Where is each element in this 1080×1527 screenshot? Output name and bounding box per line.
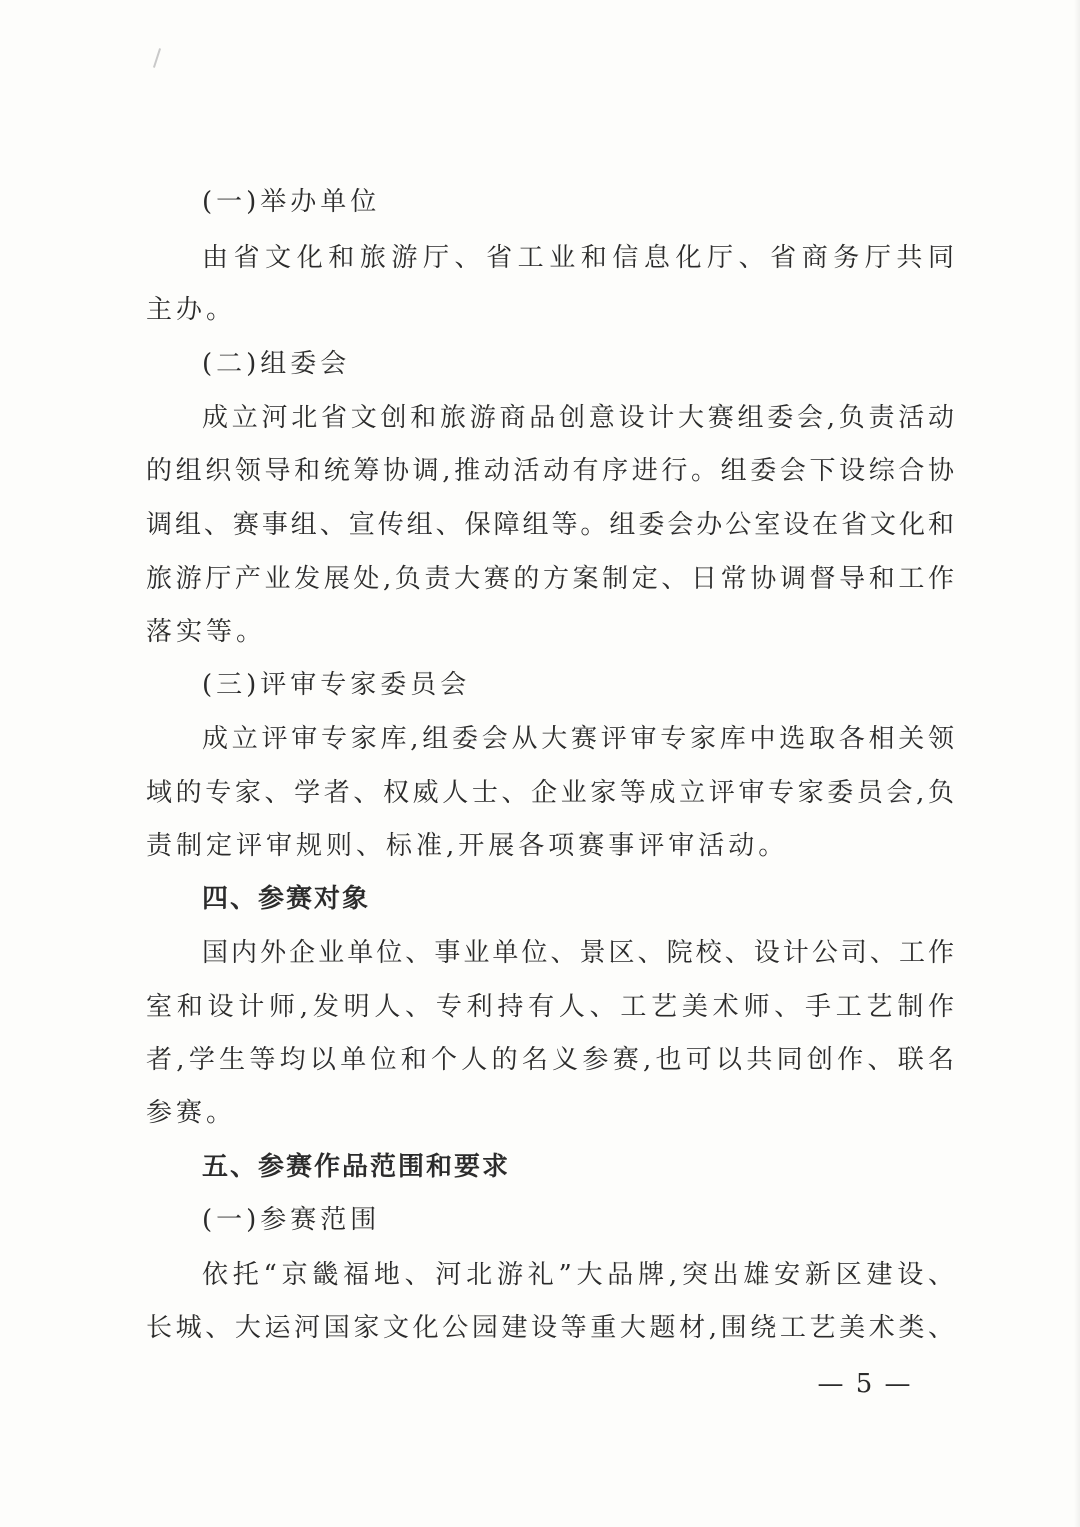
paragraph-line: 者,学生等均以单位和个人的名义参赛,也可以共同创作、联名 — [146, 1045, 954, 1075]
paragraph-line: 落实等。 — [146, 617, 267, 647]
paragraph-line: 主办。 — [146, 295, 237, 325]
paragraph-line: 依托“京畿福地、河北游礼”大品牌,突出雄安新区建设、 — [202, 1260, 954, 1290]
section-heading-entry-scope: 五、参赛作品范围和要求 — [202, 1152, 511, 1182]
paragraph-line: 成立河北省文创和旅游商品创意设计大赛组委会,负责活动 — [202, 403, 954, 433]
paragraph-line: 长城、大运河国家文化公园建设等重大题材,围绕工艺美术类、 — [146, 1313, 954, 1343]
section-heading-committee: (二)组委会 — [202, 349, 351, 379]
paragraph-line: 旅游厅产业发展处,负责大赛的方案制定、日常协调督导和工作 — [146, 564, 954, 594]
paragraph-line: 责制定评审规则、标准,开展各项赛事评审活动。 — [146, 831, 789, 861]
paragraph-line: 由省文化和旅游厅、省工业和信息化厅、省商务厅共同 — [202, 243, 954, 273]
section-heading-organizer: (一)举办单位 — [202, 187, 381, 217]
section-heading-participants: 四、参赛对象 — [202, 884, 371, 914]
paragraph-line: 成立评审专家库,组委会从大赛评审专家库中选取各相关领 — [202, 724, 954, 754]
paragraph-line: 国内外企业单位、事业单位、景区、院校、设计公司、工作 — [202, 938, 954, 968]
section-heading-review-committee: (三)评审专家委员会 — [202, 670, 471, 700]
page-number: — 5 — — [817, 1369, 913, 1399]
subsection-heading-scope: (一)参赛范围 — [202, 1205, 381, 1235]
paragraph-line: 调组、赛事组、宣传组、保障组等。组委会办公室设在省文化和 — [146, 510, 954, 540]
paragraph-line: 域的专家、学者、权威人士、企业家等成立评审专家委员会,负 — [146, 778, 954, 808]
paragraph-line: 参赛。 — [146, 1098, 237, 1128]
paragraph-line: 室和设计师,发明人、专利持有人、工艺美术师、手工艺制作 — [146, 992, 954, 1022]
paragraph-line: 的组织领导和统筹协调,推动活动有序进行。组委会下设综合协 — [146, 456, 954, 486]
scan-mark — [153, 48, 161, 68]
scan-edge-shadow — [1074, 0, 1080, 1527]
